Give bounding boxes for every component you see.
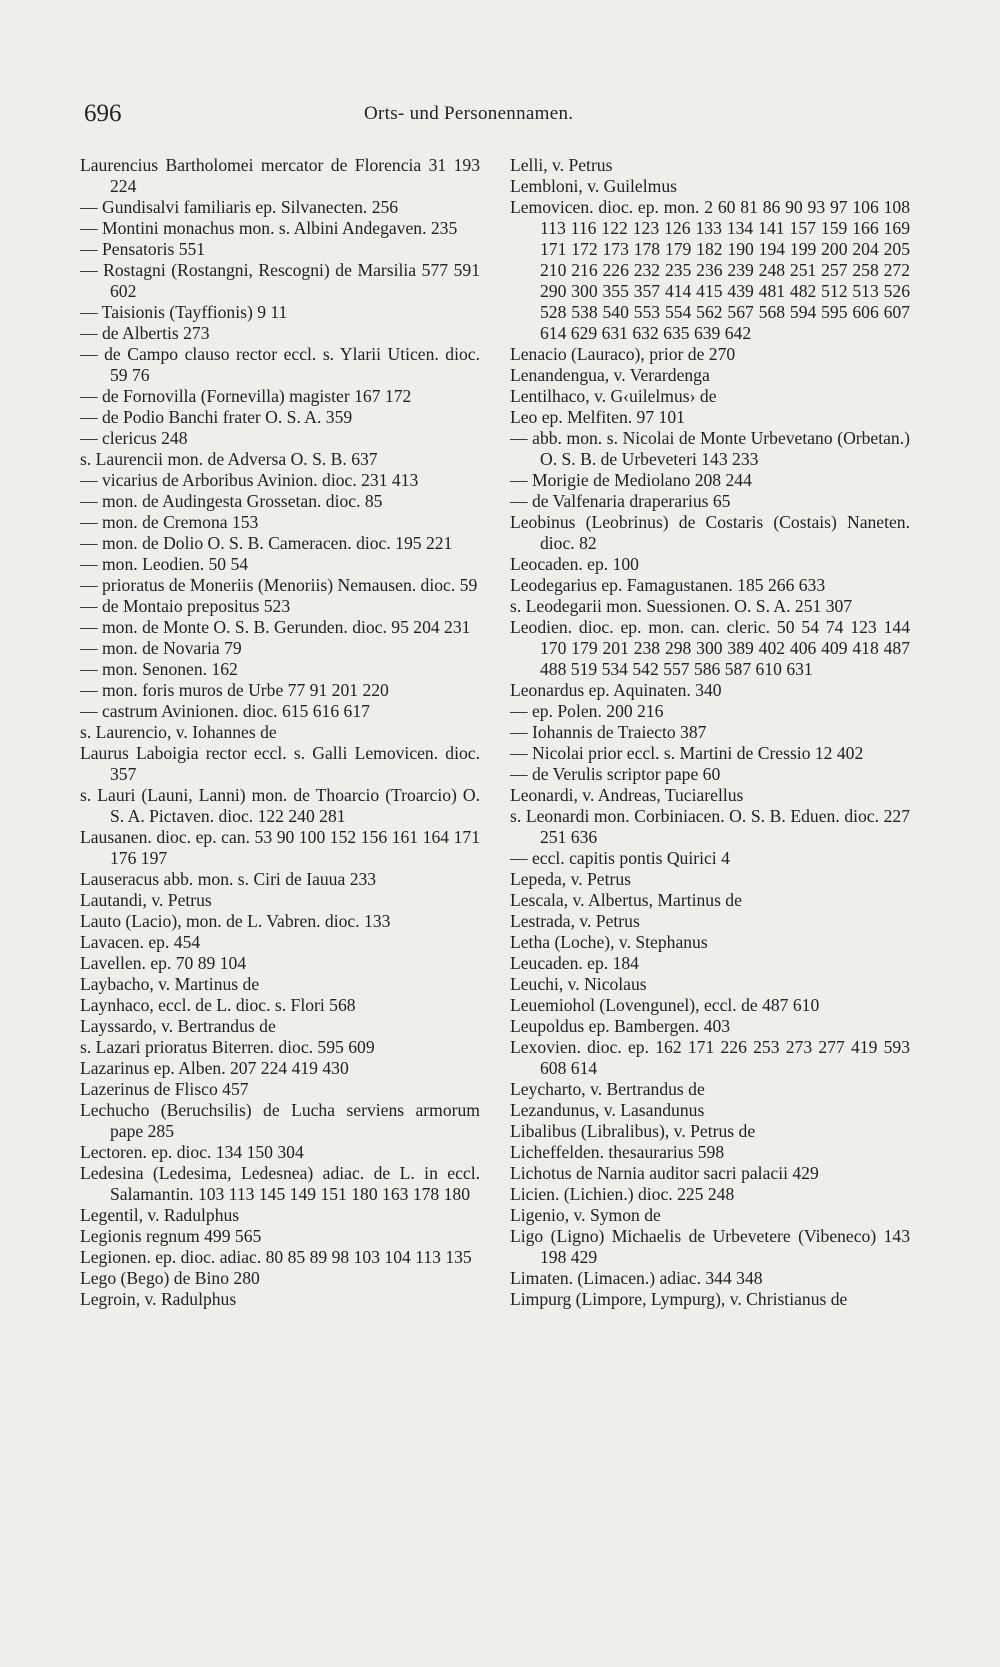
index-entry: — abb. mon. s. Nicolai de Monte Urbevetano (Orbetan.) O. S. B. de Urbeveteri 143 233 bbox=[510, 428, 910, 469]
index-entry: Ligo (Ligno) Michaelis de Urbevetere (Vibeneco) 143 198 429 bbox=[510, 1226, 910, 1267]
index-entry: Lelli, v. Petrus bbox=[510, 155, 613, 175]
index-entry: Lectoren. ep. dioc. 134 150 304 bbox=[80, 1142, 304, 1162]
index-entry: Leucaden. ep. 184 bbox=[510, 953, 639, 973]
index-entry: — Pensatoris 551 bbox=[80, 239, 206, 259]
index-entry: — clericus 248 bbox=[80, 428, 188, 448]
left-index-column bbox=[80, 155, 480, 1310]
index-entry: Lemovicen. dioc. ep. mon. 2 60 81 86 90 93 97 106 108 113 116 122 123 126 133 134 141 157 159 166 169 171 172 173 178 179 182 190 194 199 200 204 205 210 216 226 232 235 236 239 248 251 257 258 272 290 300 355 357 414 415 439 481 482 512 513 526 528 538 540 553 554 562 567 568 594 595 606 607 614 629 631 632 635 639 642 bbox=[510, 197, 910, 343]
index-entry: — mon. de Audingesta Grossetan. dioc. 85 bbox=[80, 491, 383, 511]
index-entry: s. Lauri (Launi, Lanni) mon. de Thoarcio (Troarcio) O. S. A. Pictaven. dioc. 122 240 281 bbox=[80, 785, 480, 826]
index-entry: Leocaden. ep. 100 bbox=[510, 554, 639, 574]
index-entry: — mon. de Novaria 79 bbox=[80, 638, 242, 658]
index-entry: Lepeda, v. Petrus bbox=[510, 869, 631, 889]
index-entry: Legroin, v. Radulphus bbox=[80, 1289, 237, 1309]
index-entry: — mon. de Cremona 153 bbox=[80, 512, 259, 532]
index-entry: Limpurg (Limpore, Lympurg), v. Christianus de bbox=[510, 1289, 848, 1309]
index-entry: Lego (Bego) de Bino 280 bbox=[80, 1268, 260, 1288]
index-entry: Lezandunus, v. Lasandunus bbox=[510, 1100, 705, 1120]
index-entry: Lembloni, v. Guilelmus bbox=[510, 176, 677, 196]
index-entry: Lentilhaco, v. G‹uilelmus› de bbox=[510, 386, 717, 406]
running-title: Orts- und Personennamen. bbox=[364, 103, 574, 124]
index-entry: — mon. foris muros de Urbe 77 91 201 220 bbox=[80, 680, 389, 700]
index-entry: Legionen. ep. dioc. adiac. 80 85 89 98 103 104 113 135 bbox=[80, 1247, 472, 1267]
index-entry: Leycharto, v. Bertrandus de bbox=[510, 1079, 705, 1099]
index-entry: Lauseracus abb. mon. s. Ciri de Iauua 233 bbox=[80, 869, 377, 889]
index-entry: Leodien. dioc. ep. mon. can. cleric. 50 54 74 123 144 170 179 201 238 298 300 389 402 406 409 418 487 488 519 534 542 557 586 587 610 631 bbox=[510, 617, 910, 679]
index-entry: Laurus Laboigia rector eccl. s. Galli Lemovicen. dioc. 357 bbox=[80, 743, 480, 784]
index-entry: Laurencius Bartholomei mercator de Florencia 31 193 224 bbox=[80, 155, 480, 196]
index-entry: — mon. Senonen. 162 bbox=[80, 659, 238, 679]
index-entry: s. Laurencio, v. Iohannes de bbox=[80, 722, 277, 742]
index-entry: Leuchi, v. Nicolaus bbox=[510, 974, 647, 994]
index-entry: Letha (Loche), v. Stephanus bbox=[510, 932, 708, 952]
index-entry: s. Lazari prioratus Biterren. dioc. 595 609 bbox=[80, 1037, 375, 1057]
index-entry: Libalibus (Libralibus), v. Petrus de bbox=[510, 1121, 756, 1141]
index-entry: Ledesina (Ledesima, Ledesnea) adiac. de L. in eccl. Salamantin. 103 113 145 149 151 180 163 178 180 bbox=[80, 1163, 480, 1204]
page-number: 696 bbox=[84, 100, 122, 127]
index-entry: Leobinus (Leobrinus) de Costaris (Costais) Naneten. dioc. 82 bbox=[510, 512, 910, 553]
index-entry: — Iohannis de Traiecto 387 bbox=[510, 722, 707, 742]
index-entry: Lavellen. ep. 70 89 104 bbox=[80, 953, 247, 973]
index-entry: Leupoldus ep. Bambergen. 403 bbox=[510, 1016, 731, 1036]
index-entry: s. Laurencii mon. de Adversa O. S. B. 637 bbox=[80, 449, 378, 469]
index-entry: — de Podio Banchi frater O. S. A. 359 bbox=[80, 407, 353, 427]
index-entry: Layssardo, v. Bertrandus de bbox=[80, 1016, 276, 1036]
index-entry: Lautandi, v. Petrus bbox=[80, 890, 212, 910]
index-entry: — de Montaio prepositus 523 bbox=[80, 596, 291, 616]
index-entry: Lazarinus ep. Alben. 207 224 419 430 bbox=[80, 1058, 349, 1078]
index-entry: Lichotus de Narnia auditor sacri palacii 429 bbox=[510, 1163, 819, 1183]
index-entry: Licien. (Lichien.) dioc. 225 248 bbox=[510, 1184, 735, 1204]
index-entry: Lauto (Lacio), mon. de L. Vabren. dioc. 133 bbox=[80, 911, 391, 931]
index-entry: Lestrada, v. Petrus bbox=[510, 911, 640, 931]
index-entry: Leodegarius ep. Famagustanen. 185 266 633 bbox=[510, 575, 826, 595]
right-index-column bbox=[510, 155, 910, 1310]
index-entry: Leuemiohol (Lovengunel), eccl. de 487 610 bbox=[510, 995, 820, 1015]
index-entry: Lenacio (Lauraco), prior de 270 bbox=[510, 344, 736, 364]
index-entry: Lechucho (Beruchsilis) de Lucha serviens armorum pape 285 bbox=[80, 1100, 480, 1141]
index-entry: Limaten. (Limacen.) adiac. 344 348 bbox=[510, 1268, 763, 1288]
index-entry: Lavacen. ep. 454 bbox=[80, 932, 201, 952]
index-entry: — mon. de Dolio O. S. B. Cameracen. dioc. 195 221 bbox=[80, 533, 453, 553]
index-entry: Lescala, v. Albertus, Martinus de bbox=[510, 890, 742, 910]
index-entry: Leonardi, v. Andreas, Tuciarellus bbox=[510, 785, 744, 805]
index-entry: — de Valfenaria draperarius 65 bbox=[510, 491, 731, 511]
index-entry: Legentil, v. Radulphus bbox=[80, 1205, 240, 1225]
index-entry: Laybacho, v. Martinus de bbox=[80, 974, 260, 994]
index-entry: — de Fornovilla (Fornevilla) magister 167 172 bbox=[80, 386, 412, 406]
index-entry: Lausanen. dioc. ep. can. 53 90 100 152 156 161 164 171 176 197 bbox=[80, 827, 480, 868]
index-entry: — de Albertis 273 bbox=[80, 323, 210, 343]
index-entry: Laynhaco, eccl. de L. dioc. s. Flori 568 bbox=[80, 995, 356, 1015]
index-entry: — castrum Avinionen. dioc. 615 616 617 bbox=[80, 701, 370, 721]
index-entry: s. Leonardi mon. Corbiniacen. O. S. B. Eduen. dioc. 227 251 636 bbox=[510, 806, 910, 847]
index-entry: — ep. Polen. 200 216 bbox=[510, 701, 664, 721]
index-entry: — mon. Leodien. 50 54 bbox=[80, 554, 249, 574]
index-entry: Ligenio, v. Symon de bbox=[510, 1205, 661, 1225]
index-entry: Leo ep. Melfiten. 97 101 bbox=[510, 407, 685, 427]
index-entry: Lenandengua, v. Verardenga bbox=[510, 365, 710, 385]
index-entry: — vicarius de Arboribus Avinion. dioc. 231 413 bbox=[80, 470, 419, 490]
index-entry: — Nicolai prior eccl. s. Martini de Cressio 12 402 bbox=[510, 743, 864, 763]
index-entry: — Morigie de Mediolano 208 244 bbox=[510, 470, 752, 490]
index-entry: — Gundisalvi familiaris ep. Silvanecten. 256 bbox=[80, 197, 399, 217]
index-entry: — eccl. capitis pontis Quirici 4 bbox=[510, 848, 730, 868]
index-entry: Legionis regnum 499 565 bbox=[80, 1226, 262, 1246]
index-entry: Licheffelden. thesaurarius 598 bbox=[510, 1142, 725, 1162]
index-entry: — Montini monachus mon. s. Albini Andegaven. 235 bbox=[80, 218, 458, 238]
index-entry: — prioratus de Moneriis (Menoriis) Nemausen. dioc. 59 bbox=[80, 575, 478, 595]
index-entry: Leonardus ep. Aquinaten. 340 bbox=[510, 680, 722, 700]
index-entry: — de Campo clauso rector eccl. s. Ylarii Uticen. dioc. 59 76 bbox=[80, 344, 480, 385]
index-entry: Lazerinus de Flisco 457 bbox=[80, 1079, 249, 1099]
index-entry: — Taisionis (Tayffionis) 9 11 bbox=[80, 302, 288, 322]
index-entry: — Rostagni (Rostangni, Rescogni) de Marsilia 577 591 602 bbox=[80, 260, 480, 301]
index-entry: s. Leodegarii mon. Suessionen. O. S. A. 251 307 bbox=[510, 596, 853, 616]
index-entry: Lexovien. dioc. ep. 162 171 226 253 273 277 419 593 608 614 bbox=[510, 1037, 910, 1078]
page-header bbox=[84, 100, 924, 136]
index-entry: — mon. de Monte O. S. B. Gerunden. dioc. 95 204 231 bbox=[80, 617, 471, 637]
index-entry: — de Verulis scriptor pape 60 bbox=[510, 764, 721, 784]
